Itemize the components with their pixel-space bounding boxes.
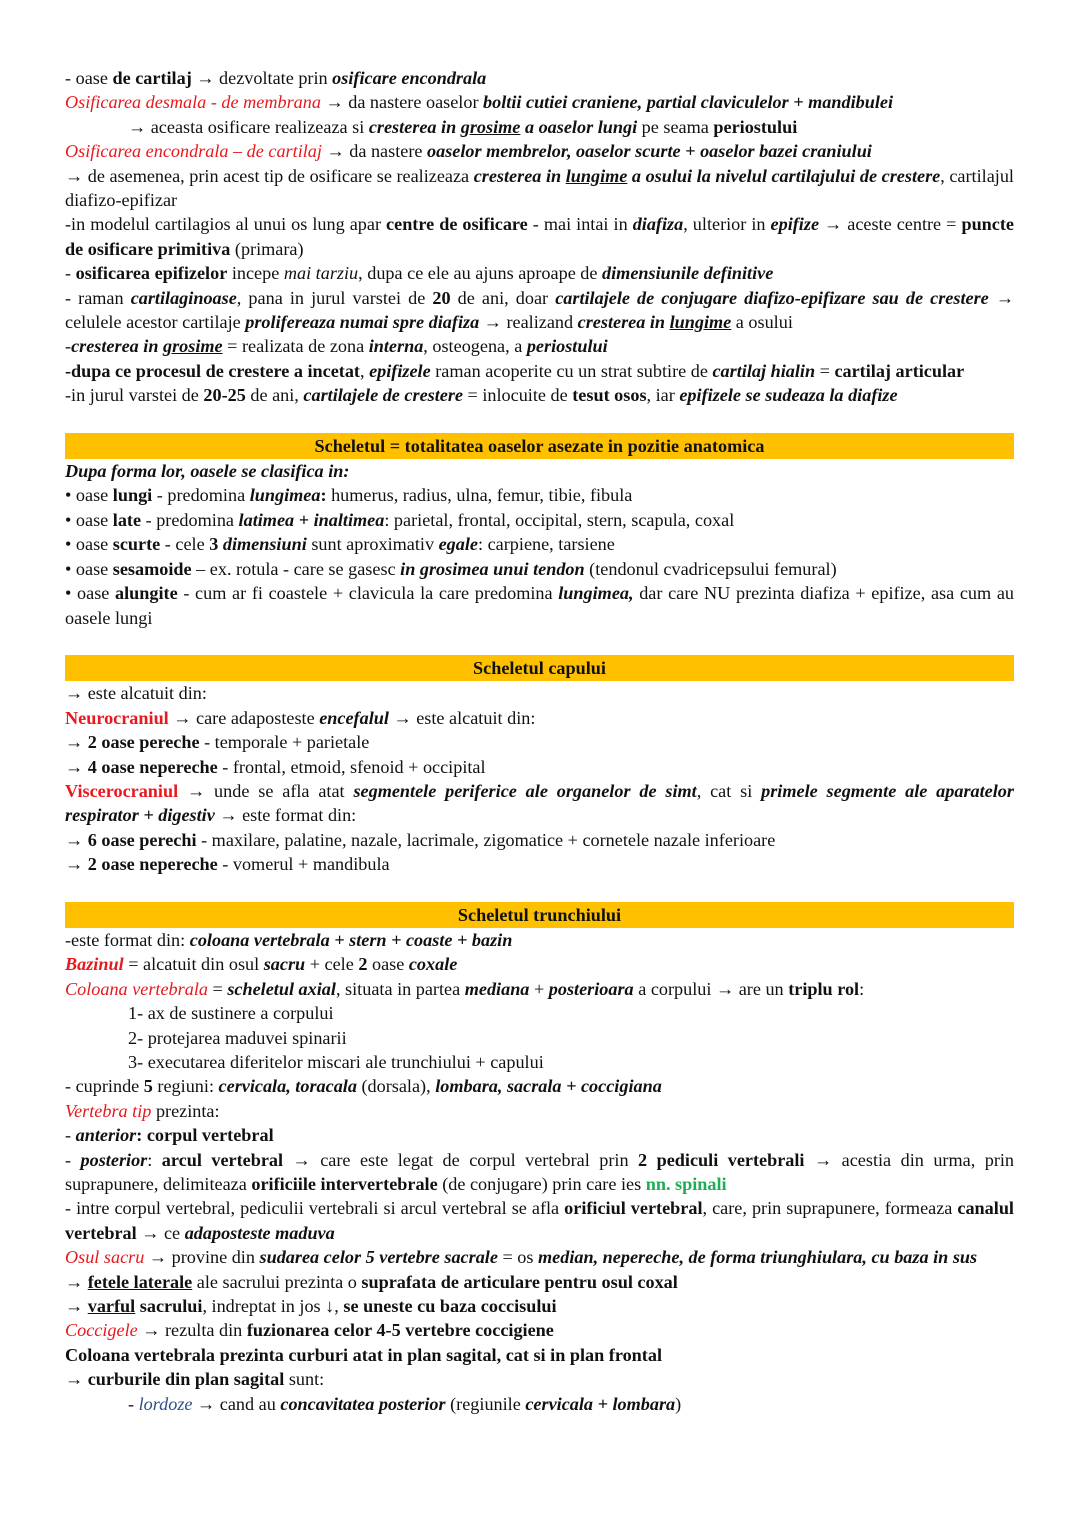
text-segment: → aceasta osificare realizeaza si [128, 116, 369, 137]
text-segment: 4 oase nepereche [87, 756, 218, 777]
text-segment: → [65, 756, 88, 777]
text-line [65, 1099, 1014, 1123]
text-segment: - cuprinde [65, 1076, 144, 1097]
text-line [65, 1294, 1014, 1318]
text-segment: 2 pediculi vertebrali [638, 1149, 805, 1170]
text-segment: + cele [305, 954, 359, 975]
text-segment: epifize [770, 214, 820, 235]
text-segment: 2- protejarea maduvei spinarii [128, 1027, 347, 1048]
text-segment: osificarea epifizelor [75, 263, 228, 284]
text-segment: cartilajele de crestere [303, 385, 463, 406]
text-segment: - frontal, etmoid, sfenoid + occipital [217, 756, 486, 777]
text-segment: late [112, 509, 142, 530]
text-segment: - predomina [152, 485, 250, 506]
text-segment: (tendonul cvadricepsului femural) [584, 558, 837, 579]
text-segment: Coloana vertebrala [65, 978, 208, 999]
text-segment: - mai intai in [527, 214, 633, 235]
text-line [65, 1318, 1014, 1342]
text-line [65, 66, 1014, 90]
text-line [65, 139, 1014, 163]
text-line [65, 1270, 1014, 1294]
text-segment: epifizele se sudeaza la diafize [679, 385, 898, 406]
text-segment: mai tarziu [283, 263, 359, 284]
text-line [65, 1392, 1014, 1416]
text-segment: incepe [227, 263, 284, 284]
text-segment: , dupa ce ele au ajuns aproape de [358, 263, 603, 284]
text-segment: canalul vertebral [65, 1198, 1014, 1243]
text-segment: → acestia din urma, prin suprapunere, delimiteaza [65, 1149, 1015, 1195]
text-segment: sunt aproximativ [306, 534, 439, 555]
text-line [65, 508, 1014, 532]
text-segment: grosime [460, 116, 521, 137]
text-segment: ale sacrului prezinta o [192, 1271, 362, 1292]
text-segment: ) [675, 1393, 682, 1414]
text-segment: Osul sacru [65, 1247, 145, 1268]
text-segment: median, nepereche, de forma triunghiulara, cu baza in sus [538, 1247, 978, 1268]
text-line [65, 483, 1014, 507]
text-segment: egale [438, 534, 478, 555]
text-segment: - raman [65, 287, 131, 308]
section-header-head-skeleton: Scheletul capului [65, 655, 1014, 681]
text-line [65, 164, 1014, 213]
text-line [65, 1196, 1014, 1245]
document-page [65, 66, 1014, 1416]
text-segment: = alcatuit din osul [123, 954, 264, 975]
text-segment: dimensiunile definitive [602, 263, 774, 284]
text-line [65, 90, 1014, 114]
text-segment: varful [87, 1296, 136, 1317]
text-segment: 2 oase pereche [87, 732, 200, 753]
text-segment: lungimea, [558, 583, 634, 604]
text-segment: , ulterior in [683, 214, 771, 235]
text-segment: osificare encondrala [332, 68, 487, 88]
text-segment: : corpul vertebral [136, 1125, 274, 1146]
text-segment: sacru [263, 954, 306, 975]
text-segment: oase [367, 954, 409, 975]
text-segment: lungi [112, 485, 153, 506]
section-header-skeleton: Scheletul = totalitatea oaselor asezate in pozitie anatomica [65, 433, 1014, 459]
text-segment: grosime [163, 336, 223, 357]
text-line [65, 1148, 1014, 1197]
text-segment: - intre corpul vertebral, pediculii vertebrali si arcul vertebral se afla [65, 1198, 565, 1219]
text-segment: alungite [115, 583, 178, 604]
text-segment: periostului [526, 336, 608, 357]
text-segment: cresterea in [473, 165, 566, 186]
text-segment: (dorsala), [356, 1076, 436, 1097]
text-segment: raman acoperite cu un strat subtire de [430, 360, 713, 381]
text-segment: lombara, sacrala + coccigiana [435, 1076, 662, 1097]
text-segment: regiuni: [152, 1076, 219, 1097]
text-segment: → rezulta din [137, 1320, 247, 1341]
text-line [65, 459, 1014, 483]
text-segment: → cand au [192, 1393, 281, 1414]
text-line [65, 828, 1014, 852]
text-segment: 2 [358, 954, 368, 975]
text-segment: diafiza [632, 214, 684, 235]
text-line [65, 581, 1014, 630]
text-segment: cervicala + lombara [525, 1393, 676, 1414]
text-segment: Osificarea encondrala – de cartilaj [65, 141, 322, 162]
text-segment: dar care NU prezinta diafiza + epifize, asa cum au oasele lungi [65, 583, 1014, 628]
text-segment: , care, prin suprapunere, formeaza [702, 1198, 958, 1219]
text-segment: : parietal, frontal, occipital, stern, scapula, coxal [384, 509, 735, 530]
text-segment: prezinta: [151, 1100, 220, 1121]
text-segment: - [128, 1393, 139, 1414]
text-segment: → ce [136, 1222, 185, 1243]
text-segment: lungimea [249, 485, 321, 506]
text-segment: = [207, 978, 228, 999]
text-segment: - predomina [141, 509, 239, 530]
text-line [65, 1026, 1014, 1050]
text-line [65, 261, 1014, 285]
text-segment: • oase [65, 583, 116, 604]
text-segment: posterioara [548, 978, 634, 999]
text-segment: boltii cutiei craniene, partial claviculelor + mandibulei [483, 92, 894, 113]
text-segment: • oase [65, 534, 113, 555]
text-segment: - [65, 336, 72, 357]
text-line [65, 359, 1014, 383]
text-segment: : [147, 1149, 162, 1170]
text-segment: - maxilare, palatine, nazale, lacrimale, zigomatice + cornetele nazale inferioare [196, 829, 776, 850]
text-segment: sacrului [139, 1296, 203, 1317]
text-segment: Coccigele [65, 1320, 138, 1341]
text-segment: concavitatea posterior [280, 1393, 446, 1414]
text-segment: → care adaposteste [168, 707, 320, 728]
text-segment: triplu rol [788, 978, 860, 999]
text-segment: Viscerocraniul [65, 780, 179, 801]
text-segment: (primara) [230, 238, 304, 259]
text-segment: → care este legat de corpul vertebral prin [283, 1149, 639, 1170]
text-segment: epifizele [369, 360, 431, 381]
text-line [65, 730, 1014, 754]
text-segment: - [65, 1125, 76, 1146]
text-segment: → [65, 829, 88, 850]
text-segment: humerus, radius, ulna, femur, tibie, fibula [326, 485, 633, 506]
text-line [65, 977, 1014, 1001]
text-line [65, 334, 1014, 358]
text-segment: arcul vertebral [161, 1149, 284, 1170]
text-segment: 3 [209, 534, 219, 555]
text-segment: prolifereaza numai spre diafiza [245, 312, 480, 333]
text-segment: , iar [646, 385, 680, 406]
text-segment: (de conjugare) prin care ies [437, 1174, 646, 1195]
spacer [65, 630, 1014, 654]
text-line [65, 212, 1014, 261]
text-line [65, 1367, 1014, 1391]
text-segment: -in modelul cartilagios al unui os lung apar [65, 214, 387, 235]
text-line [65, 1343, 1014, 1367]
text-segment: Dupa forma lor, oasele se clasifica in: [65, 461, 350, 482]
text-segment: latimea + inaltimea [238, 509, 385, 530]
text-line [65, 681, 1014, 705]
text-segment: a oaselor lungi [520, 116, 638, 137]
text-segment: → [65, 732, 88, 753]
text-segment: - cum ar fi coastele + clavicula la care predomina [177, 583, 559, 604]
text-segment: curburile din plan sagital [87, 1369, 285, 1390]
text-segment: : [859, 978, 865, 999]
text-segment: • oase [65, 509, 113, 530]
text-segment: - [65, 263, 76, 284]
text-segment: fetele laterale [87, 1271, 193, 1292]
text-segment: scheletul axial [227, 978, 336, 999]
text-segment: pe seama [637, 116, 714, 137]
text-segment: , cartilajul diafizo-epifizar [65, 165, 1014, 211]
text-segment: de ani, [245, 385, 304, 406]
text-segment: : [320, 485, 327, 506]
text-segment: 5 [143, 1076, 153, 1097]
text-segment: periostului [713, 116, 798, 137]
text-line [65, 755, 1014, 779]
text-segment: = inlocuite de [463, 385, 573, 406]
text-segment: → dezvoltate prin [191, 68, 333, 88]
text-segment: Vertebra tip [65, 1100, 152, 1121]
text-segment: → unde se afla atat [178, 780, 354, 801]
section-body-skeleton [65, 459, 1014, 630]
text-segment: - temporale + parietale [199, 732, 370, 753]
text-segment: a corpului → are un [633, 978, 789, 999]
text-segment: anterior [75, 1125, 137, 1146]
text-line [65, 557, 1014, 581]
text-line [65, 286, 1014, 335]
text-segment: interna [368, 336, 424, 357]
text-segment: : carpiene, tarsiene [478, 534, 615, 555]
text-segment: scurte [112, 534, 161, 555]
text-segment: orificiile intervertebrale [251, 1174, 438, 1195]
text-line [65, 383, 1014, 407]
text-segment: adaposteste maduva [184, 1222, 335, 1243]
text-segment: , indreptat in jos ↓, [202, 1296, 344, 1317]
text-segment: nn. spinali [645, 1174, 727, 1195]
text-line [65, 532, 1014, 556]
text-segment: - oase [65, 68, 113, 88]
text-line [65, 779, 1014, 828]
text-segment: Neurocraniul [65, 707, 169, 728]
text-segment: coxale [408, 954, 458, 975]
intro-block [65, 66, 1014, 408]
text-segment: , osteogena, a [423, 336, 527, 357]
text-segment: , pana in jurul varstei de [236, 287, 433, 308]
text-segment: • oase [65, 485, 113, 506]
text-segment: de ani, doar [450, 287, 556, 308]
text-segment: cervicala, toracala [218, 1076, 357, 1097]
text-segment: posterior [80, 1149, 148, 1170]
text-segment: → [65, 1296, 88, 1317]
text-segment: primele segmente ale aparatelor respirator + digestiv [65, 780, 1014, 826]
text-segment: Osificarea desmala - de membrana [65, 92, 321, 113]
text-segment: 2 oase nepereche [87, 854, 218, 875]
text-segment: 20 [432, 287, 451, 308]
text-segment: 1- ax de sustinere a corpului [128, 1003, 334, 1024]
text-segment: Bazinul [65, 954, 124, 975]
spacer [65, 877, 1014, 901]
text-segment: → provine din [144, 1247, 260, 1268]
text-segment: → este alcatuit din: [65, 683, 207, 704]
text-segment: - vomerul + mandibula [217, 854, 390, 875]
text-segment: cartilaginoase [130, 287, 237, 308]
text-segment: → da nastere oaselor [320, 92, 484, 113]
text-line [65, 1074, 1014, 1098]
text-segment: in grosimea unui tendon [400, 558, 585, 579]
text-segment: → este alcatuit din: [388, 707, 536, 728]
text-line [65, 115, 1014, 139]
text-segment: tesut osos [572, 385, 647, 406]
text-line [65, 1001, 1014, 1025]
section-body-head-skeleton [65, 681, 1014, 876]
text-segment: + [529, 978, 549, 999]
text-segment: sesamoide [112, 558, 192, 579]
text-segment: de cartilaj [112, 68, 192, 88]
text-segment: fuzionarea celor 4-5 vertebre coccigiene [246, 1320, 554, 1341]
text-segment: suprafata de articulare pentru osul coxal [361, 1271, 678, 1292]
text-segment: lordoze [138, 1393, 193, 1414]
text-segment: Coloana vertebrala prezinta curburi atat in plan sagital, cat si in plan frontal [65, 1344, 662, 1365]
text-segment: -este format din: [65, 929, 190, 950]
text-segment: → aceste centre = [819, 214, 962, 235]
spacer [65, 408, 1014, 432]
text-segment: = os [497, 1247, 539, 1268]
text-segment: se uneste cu baza coccisului [343, 1296, 557, 1317]
text-line [65, 1050, 1014, 1074]
text-segment: cartilaj articular [834, 360, 965, 381]
text-segment: , situata in partea [335, 978, 465, 999]
text-segment: 6 oase perechi [87, 829, 197, 850]
text-segment: lungime [565, 165, 628, 186]
text-segment: oaselor membrelor, oaselor scurte + oaselor bazei craniului [427, 141, 872, 162]
text-segment: (regiunile [445, 1393, 526, 1414]
text-line [65, 928, 1014, 952]
text-line [65, 706, 1014, 730]
text-segment: -dupa ce procesul de crestere a incetat [65, 360, 360, 381]
text-segment: cresterea in [368, 116, 461, 137]
text-segment: a osului [731, 312, 793, 333]
text-line [65, 1245, 1014, 1269]
text-segment: 20-25 [203, 385, 246, 406]
text-segment: cresterea in [71, 336, 163, 357]
text-segment: - [65, 1149, 81, 1170]
text-segment: cartilajele de conjugare diafizo-epifizare sau de crestere [555, 287, 989, 308]
text-segment: - cele [160, 534, 210, 555]
text-segment: , cat si [696, 780, 762, 801]
text-segment: a osului la nivelul cartilajului de crestere [627, 165, 941, 186]
text-segment: → celulele acestor cartilaje [65, 287, 1015, 333]
text-segment: centre de osificare [386, 214, 528, 235]
text-segment: → da nastere [321, 141, 427, 162]
text-segment: cresterea in [577, 312, 670, 333]
text-segment: segmentele periferice ale organelor de simt [353, 780, 697, 801]
text-segment: sudarea celor 5 vertebre sacrale [259, 1247, 498, 1268]
text-segment: encefalul [319, 707, 389, 728]
text-segment: sunt: [284, 1369, 325, 1390]
text-line [65, 952, 1014, 976]
section-body-trunk-skeleton [65, 928, 1014, 1416]
text-segment: cartilaj hialin [712, 360, 816, 381]
text-segment: puncte de osificare primitiva [65, 214, 1014, 259]
text-segment: • oase [65, 558, 113, 579]
text-segment: coloana vertebrala + stern + coaste + bazin [189, 929, 513, 950]
text-segment: → [65, 854, 88, 875]
text-segment: , [359, 360, 370, 381]
text-segment: = [815, 360, 835, 381]
text-segment: orificiul vertebral [564, 1198, 703, 1219]
text-segment: mediana [464, 978, 530, 999]
text-segment: → este format din: [214, 805, 357, 826]
text-segment: → de asemenea, prin acest tip de osificare se realizeaza [65, 165, 474, 186]
text-segment: → realizand [479, 312, 578, 333]
text-segment: = realizata de zona [222, 336, 369, 357]
text-line [65, 852, 1014, 876]
text-segment: dimensiuni [222, 534, 307, 555]
text-line [65, 1123, 1014, 1147]
text-segment: → [65, 1271, 88, 1292]
text-segment: – ex. rotula - care se gasesc [191, 558, 401, 579]
text-segment: lungime [669, 312, 732, 333]
section-header-trunk-skeleton: Scheletul trunchiului [65, 902, 1014, 928]
text-segment: 3- executarea diferitelor miscari ale trunchiului + capului [128, 1051, 544, 1072]
text-segment: -in jurul varstei de [65, 385, 204, 406]
text-segment: → [65, 1369, 88, 1390]
